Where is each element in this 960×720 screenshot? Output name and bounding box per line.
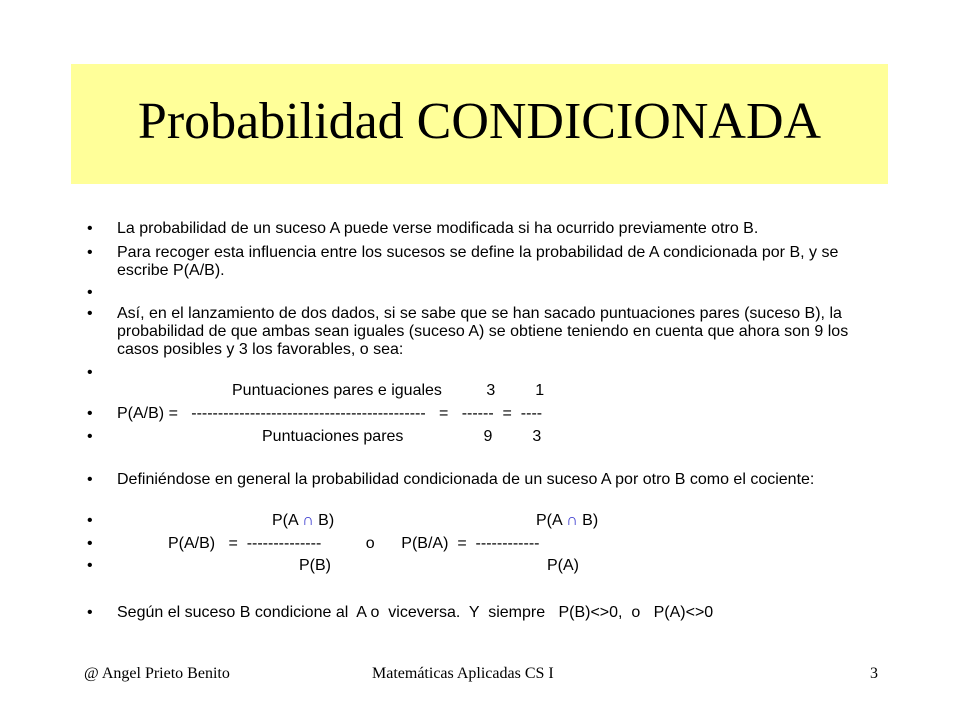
bullet-marker: • <box>87 220 93 237</box>
fraction-middle-line: P(A/B) = -------------------------------------------- = ------ = ---- <box>117 405 543 422</box>
bullet-marker: • <box>87 604 93 621</box>
fraction-numerator-line: Puntuaciones pares e iguales 3 1 <box>232 382 545 399</box>
paragraph-4: Definiéndose en general la probabilidad condicionada de un suceso A por otro B como el cociente: <box>117 471 815 488</box>
paragraph-3: Así, en el lanzamiento de dos dados, si se sabe que se han sacado puntuaciones pares (suceso B), la probabilidad de que ambas sean iguales (suceso A) se obtiene teniendo en cuenta que ahora son 9 los casos posibles y 3 los favorables, o sea: <box>117 305 849 358</box>
formula-denominator-right: P(A) <box>547 557 579 574</box>
paragraph-1: La probabilidad de un suceso A puede verse modificada si ha ocurrido previamente otro B. <box>117 220 759 237</box>
formula-numerator-left: P(A ∩ B) <box>272 512 335 529</box>
bullet-marker: • <box>87 305 93 322</box>
footer-course: Matemáticas Aplicadas CS I <box>372 665 554 682</box>
bullet-marker: • <box>87 244 93 261</box>
bullet-marker-empty: • <box>87 284 93 301</box>
bullet-marker: • <box>87 428 93 445</box>
formula-numerator-right: P(A ∩ B) <box>536 512 599 529</box>
formula-denominator-left: P(B) <box>299 557 331 574</box>
bullet-marker: • <box>87 535 93 552</box>
bullet-marker-empty: • <box>87 364 93 381</box>
fraction-denominator-line: Puntuaciones pares 9 3 <box>262 428 542 445</box>
footer-page-number: 3 <box>870 665 878 682</box>
paragraph-5: Según el suceso B condicione al A o viceversa. Y siempre P(B)<>0, o P(A)<>0 <box>117 604 714 621</box>
bullet-marker: • <box>87 512 93 529</box>
paragraph-2: Para recoger esta influencia entre los sucesos se define la probabilidad de A condicionada por B, y se escribe P(A/B). <box>117 244 839 279</box>
intersection-symbol: ∩ <box>302 512 314 529</box>
slide-title: Probabilidad CONDICIONADA <box>137 93 822 150</box>
bullet-marker: • <box>87 405 93 422</box>
formula-middle-line: P(A/B) = -------------- o P(B/A) = ------------ <box>168 535 540 552</box>
footer-author: @ Angel Prieto Benito <box>84 665 230 682</box>
bullet-marker: • <box>87 557 93 574</box>
bullet-marker: • <box>87 471 93 488</box>
intersection-symbol: ∩ <box>566 512 578 529</box>
